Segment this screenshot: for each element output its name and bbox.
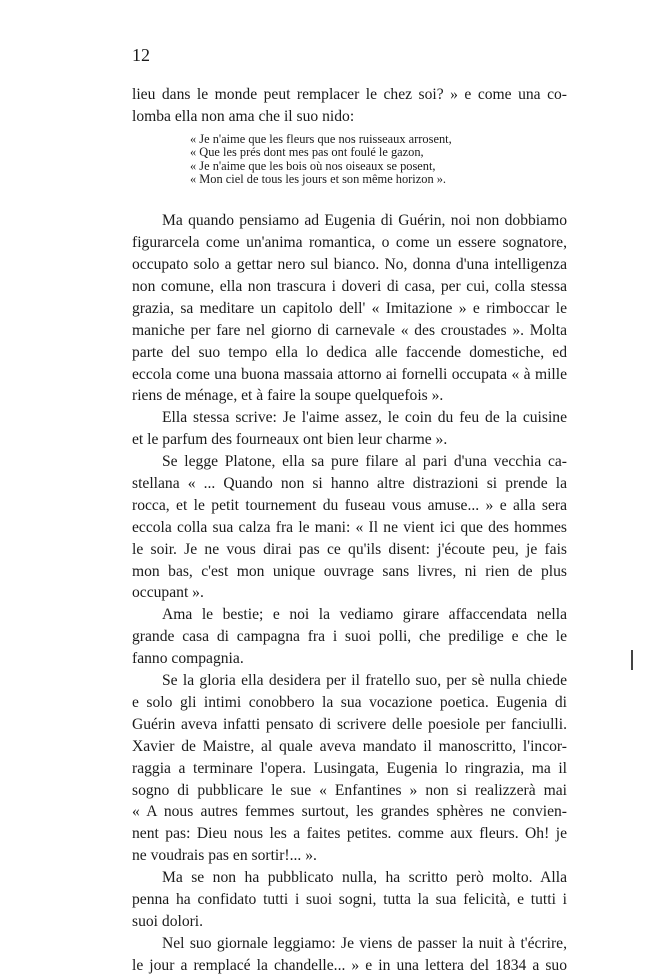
text-line: grande casa di campagna fra i suoi polli, che predilige e che le <box>132 628 567 646</box>
text-line: Se legge Platone, ella sa pure filare al pari d'una vecchia ca- <box>162 453 567 471</box>
text-line: sogno di pubblicare le sue « Enfantines » non si realizzerà mai <box>132 781 567 799</box>
text-line: le jour a remplacé la chandelle... » e in una lettera del 1834 a suo <box>132 956 567 974</box>
text-line: nent pas: Dieu nous les a faites petites. comme aux fleurs. Oh! je <box>132 825 567 843</box>
text-line: grazia, sa meditare un capitolo dell' « Imitazione » e rimboccar le <box>132 299 567 317</box>
text-line: suoi dolori. <box>132 912 204 930</box>
paragraph-gloria <box>132 670 567 867</box>
text-line: mon bas, c'est mon unique ouvrage sans livres, ni rien de plus <box>132 562 567 580</box>
paragraph-gap <box>132 192 567 210</box>
paragraph-eugenia-guerin <box>132 210 567 407</box>
intro-paragraph <box>132 84 567 128</box>
verse-line: « Je n'aime que les fleurs que nos ruisseaux arrosent, <box>190 131 452 146</box>
text-line: et le parfum des fourneaux ont bien leur charme ». <box>132 431 448 449</box>
text-line: raggia a terminare l'opera. Lusingata, Eugenia lo ringrazia, ma il <box>132 759 567 777</box>
text-line: Guérin aveva infatti pensato di scrivere delle poesiole per fanciulli. <box>132 715 567 733</box>
text-line: ne voudrais pas en sortir!... ». <box>132 847 317 865</box>
text-line: non comune, ella non trascura i doveri di casa, per cui, colla stessa <box>132 278 567 296</box>
paragraph-platone <box>132 451 567 604</box>
text-line: lieu dans le monde peut remplacer le chez soi? » e come una co- <box>132 86 567 103</box>
text-line: riens de ménage, et à faire la soupe quelquefois ». <box>132 387 444 405</box>
text-line: e solo gli intimi conobbero la sua vocazione poetica. Eugenia di <box>132 693 567 711</box>
text-line: Se la gloria ella desidera per il fratello suo, per sè nulla chiede <box>162 672 567 690</box>
page-number: 12 <box>132 45 150 65</box>
text-line: eccola colla sua calza fra le mani: « Il ne vient ici que des hommes <box>132 518 567 536</box>
text-line: Xavier de Maistre, al quale aveva mandato il manoscritto, l'incor- <box>132 737 567 755</box>
verse-line: « Mon ciel de tous les jours et son même horizon ». <box>190 171 447 186</box>
text-line: fanno compagnia. <box>132 650 244 668</box>
verse-line: « Je n'aime que les bois où nos oiseaux se posent, <box>190 158 436 173</box>
text-line: eccola come una buona massaia attorno ai fornelli occupata « à mille <box>132 365 567 383</box>
text-line: « A nous autres femmes surtout, les grandes sphères ne convien- <box>132 803 567 821</box>
text-line: maniche per fare nel giorno di carnevale « des croustades ». Molta <box>132 321 567 339</box>
text-line: Nel suo giornale leggiamo: Je viens de passer la nuit à t'écrire, <box>162 934 567 952</box>
text-line: penna ha confidato tutti i suoi sogni, tutta la sua felicità, e tutti i <box>132 890 567 908</box>
text-line: Ma se non ha pubblicato nulla, ha scritto però molto. Alla <box>162 869 567 887</box>
text-line: figurarcela come un'anima romantica, o come un essere sognatore, <box>132 234 567 252</box>
scan-edge-mark <box>631 650 633 670</box>
text-line: le soir. Je ne vous dirai pas ce qu'ils disent: j'écoute peu, je fais <box>132 540 567 558</box>
text-line: occupato solo a gettar nero sul bianco. No, donna d'una intelligenza <box>132 256 567 274</box>
paragraph-cuisine <box>132 407 567 451</box>
text-line: lomba ella non ama che il suo nido: <box>132 107 355 125</box>
paragraph-bestie <box>132 604 567 670</box>
text-line: rocca, et le petit tournement du fuseau vous amuse... » e alla sera <box>132 496 567 514</box>
text-line: parte del suo tempo ella lo dedica alle faccende domestiche, ed <box>132 343 567 361</box>
text-line: Ella stessa scrive: Je l'aime assez, le coin du feu de la cuisine <box>162 409 567 427</box>
text-line: occupant ». <box>132 584 204 602</box>
paragraph-giornale <box>132 933 567 977</box>
verse-quote <box>190 133 567 187</box>
text-line: Ama le bestie; e noi la vediamo girare affaccendata nella <box>162 606 567 624</box>
text-line: stellana « ... Quando non si hanno altre distrazioni si prende la <box>132 475 567 493</box>
page-text <box>132 84 567 977</box>
text-line: Ma quando pensiamo ad Eugenia di Guérin, noi non dobbiamo <box>162 212 567 230</box>
verse-line: « Que les prés dont mes pas ont foulé le gazon, <box>190 145 424 160</box>
